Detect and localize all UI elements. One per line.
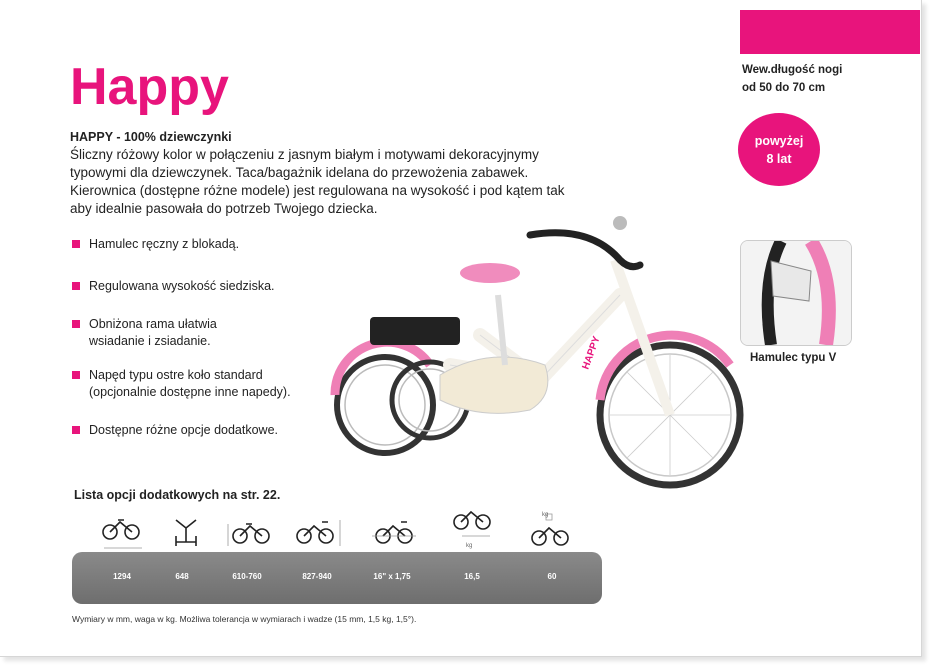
options-note: Lista opcji dodatkowych na str. 22. bbox=[74, 488, 281, 502]
spec-width-value: 648 bbox=[175, 572, 189, 581]
header-accent-bar bbox=[740, 10, 920, 54]
age-badge bbox=[738, 113, 820, 186]
weight-icon bbox=[454, 512, 490, 536]
feature-text: Hamulec ręczny z blokadą. bbox=[89, 237, 240, 251]
wheel-size-icon bbox=[372, 522, 416, 543]
happy-logo-graphic bbox=[70, 54, 240, 116]
spec-length-value: 1294 bbox=[113, 572, 131, 581]
spec-wheel-size-value: 16" x 1,75 bbox=[373, 572, 411, 581]
bullet-square-icon bbox=[72, 240, 80, 248]
happy-logo-text: Happy bbox=[70, 58, 229, 116]
footnote: Wymiary w mm, waga w kg. Możliwa tolerancja w wymiarach i wadze (15 mm, 1,5 kg, 1,5°). bbox=[72, 614, 417, 624]
spec-weight-value: 16,5 bbox=[464, 572, 480, 581]
handlebar-height-icon bbox=[297, 520, 340, 546]
bullet-square-icon bbox=[72, 282, 80, 290]
leg-length-line1: Wew.długość nogi bbox=[742, 64, 843, 76]
spec-max-load-value: 60 bbox=[547, 572, 557, 581]
age-badge-line2: 8 lat bbox=[766, 151, 792, 166]
feature-text: Regulowana wysokość siedziska. bbox=[89, 279, 275, 293]
max-load-icon bbox=[532, 514, 568, 545]
feature-item bbox=[72, 316, 217, 350]
length-icon bbox=[103, 520, 142, 548]
feature-text: Obniżona rama ułatwia wsiadanie i zsiadanie. bbox=[89, 317, 217, 348]
leg-length-info bbox=[742, 61, 842, 97]
max-load-icon-label: kg bbox=[542, 512, 549, 518]
seat-height-icon bbox=[228, 524, 269, 546]
product-subtitle: HAPPY - 100% dziewczynki bbox=[70, 130, 232, 144]
feature-text: Dostępne różne opcje dodatkowe. bbox=[89, 423, 279, 437]
width-icon bbox=[176, 520, 196, 546]
feature-text: Napęd typu ostre koło standard (opcjonalnie dostępne inne napedy). bbox=[89, 368, 291, 399]
happy-logo bbox=[70, 54, 240, 121]
spec-handlebar-height-value: 827-940 bbox=[302, 572, 332, 581]
feature-item bbox=[72, 367, 291, 401]
feature-item bbox=[72, 278, 275, 295]
tricycle-image bbox=[330, 205, 745, 500]
bullet-square-icon bbox=[72, 426, 80, 434]
spec-bar bbox=[72, 552, 602, 604]
bullet-square-icon bbox=[72, 371, 80, 379]
feature-item bbox=[72, 422, 278, 439]
product-description: Śliczny różowy kolor w połączeniu z jasnym białym i motywami dekoracyjnymy typowymi dla dziewczynek. Taca/bagażnik idelana do przewożenia zabawek. Kierownica (dostępne różne modele) jest regulowana na wysokość i pod kątem tak aby idealnie pasowała do potrzeb Twojego dziecka. bbox=[70, 147, 565, 216]
bike-frame-text: HAPPY bbox=[580, 334, 603, 372]
weight-icon-label: kg bbox=[466, 543, 473, 549]
leg-length-line2: od 50 do 70 cm bbox=[742, 82, 826, 94]
spec-icons-row bbox=[70, 510, 610, 552]
feature-item bbox=[72, 236, 239, 253]
age-badge-line1: powyżej bbox=[754, 133, 804, 148]
spec-seat-height-value: 610-760 bbox=[232, 572, 262, 581]
v-brake-image bbox=[740, 240, 852, 346]
bullet-square-icon bbox=[72, 320, 80, 328]
brake-caption: Hamulec typu V bbox=[750, 352, 837, 364]
